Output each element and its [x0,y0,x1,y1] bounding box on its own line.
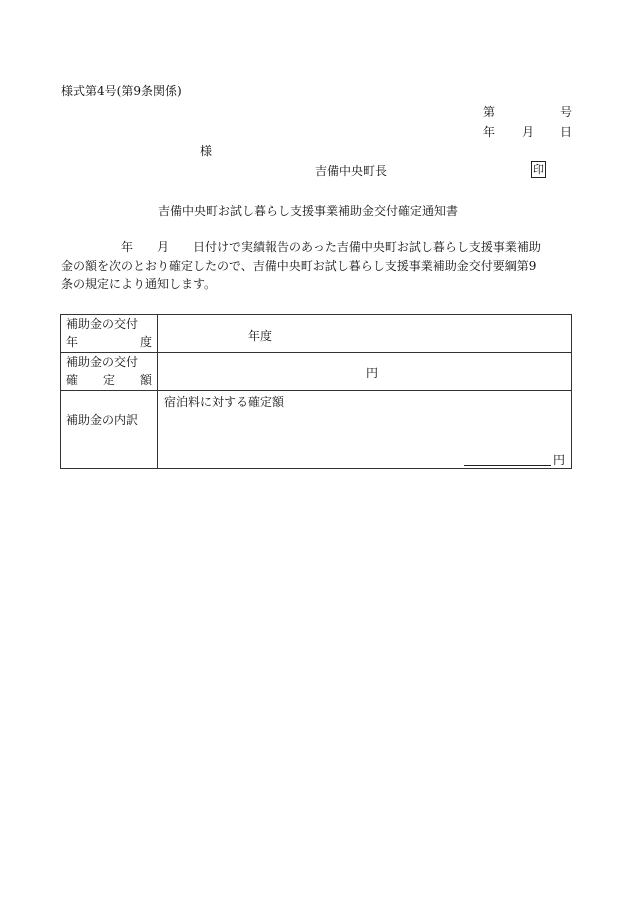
seal-stamp-mark: 印 [533,163,544,176]
fiscal-year-value: 年度 [248,329,273,343]
confirmed-amount-label-char1: 確 [66,373,79,387]
confirmed-amount-value-cell [158,353,572,391]
confirmed-amount-label-char3: 額 [139,373,152,387]
document-number-prefix: 第 [483,105,496,119]
subsidy-table [60,314,572,469]
date-year-label: 年 [483,125,496,139]
fiscal-year-label-line2 [61,333,157,351]
fiscal-year-label-char2: 度 [139,335,152,349]
confirmed-amount-label-line2 [61,371,157,389]
confirmed-amount-unit: 円 [365,366,378,380]
fiscal-year-label-line1: 補助金の交付 [66,317,139,331]
lodging-fee-item: 宿泊料に対する確定額 [164,395,285,409]
issuer-title: 吉備中央町長 [315,164,388,178]
fiscal-year-label-char1: 年 [66,335,79,349]
breakdown-amount-unit: 円 [553,453,566,467]
date-month-label: 月 [522,125,535,139]
confirmed-amount-label-char2: 定 [102,373,115,387]
table-row-confirmed-amount [61,353,572,391]
breakdown-value-cell [158,391,572,469]
fiscal-year-label-cell [61,315,158,353]
table-row-fiscal-year [61,315,572,353]
body-paragraph: 年 月 日付けで実績報告のあった吉備中央町お試し暮らし支援事業補助 金の額を次のとおり確定したので、吉備中央町お試し暮らし支援事業補助金交付要綱第9 条の規定により通知します。 [61,240,541,291]
breakdown-value-area [158,391,571,468]
document-number-suffix: 号 [560,105,573,119]
fiscal-year-value-cell [158,315,572,353]
confirmed-amount-label-cell [61,353,158,391]
addressee-honorific: 様 [200,144,213,158]
form-number: 様式第4号(第9条関係) [61,84,182,98]
breakdown-label-cell [61,391,158,469]
breakdown-label: 補助金の内訳 [66,413,139,427]
confirmed-amount-label-line1: 補助金の交付 [66,355,139,369]
table-row-breakdown [61,391,572,469]
document-title: 吉備中央町お試し暮らし支援事業補助金交付確定通知書 [158,204,459,218]
amount-blank-line [464,465,551,466]
date-day-label: 日 [560,125,573,139]
